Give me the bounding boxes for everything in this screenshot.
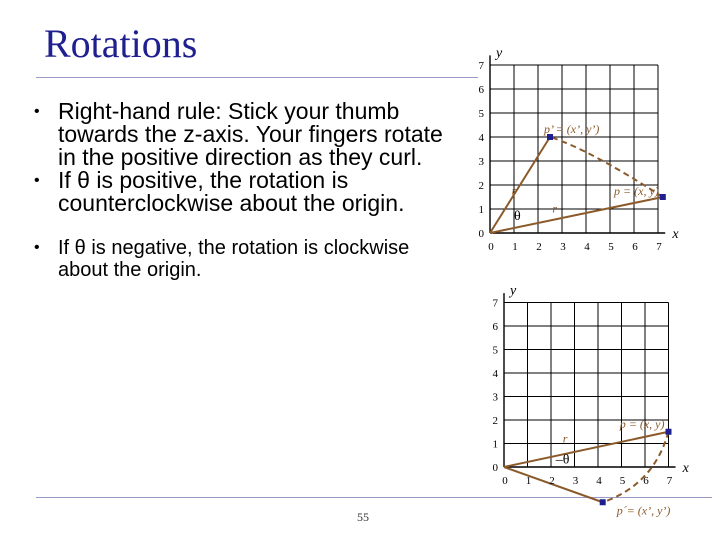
y-tick-label: 0 [478,228,484,240]
x-tick-label: 6 [643,475,649,487]
y-tick-label: 6 [478,84,484,96]
point-p-prime [600,499,606,505]
x-tick-label: 1 [525,475,532,487]
angle-label: –θ [555,452,570,468]
y-tick-label: 5 [492,344,498,357]
x-tick-label: 5 [619,475,626,487]
label-p: p = (x, y) [619,416,665,431]
y-tick-label: 5 [478,108,484,120]
page-number: 55 [357,510,369,524]
label-p-prime: p´= (x’, y’) [616,503,671,518]
y-tick-label: 4 [478,132,484,144]
x-tick-label: 2 [536,241,542,253]
y-tick-label: 6 [492,321,498,333]
bullet-text: If θ is negative, the rotation is clockwise about the origin. [58,237,410,281]
y-tick-label: 2 [478,180,484,192]
x-tick-label: 7 [656,241,662,253]
label-r: r [552,201,558,216]
x-tick-label: 4 [596,475,602,487]
y-tick-label: 3 [492,391,498,404]
x-tick-label: 3 [560,241,566,253]
bullet-text: If θ is positive, the rotation is counterclockwise about the origin. [58,167,405,216]
x-axis-label: x [672,227,679,242]
x-tick-label: 7 [666,475,673,487]
x-tick-label: 0 [488,241,494,253]
y-tick-label: 1 [478,204,484,216]
vector-r [504,432,669,467]
label-p-prime: p’ = (x’, y’) [544,122,600,136]
bullet-icon: • [34,239,40,256]
y-tick-label: 7 [492,297,498,310]
bullet-icon: • [34,103,40,120]
y-tick-label: 7 [478,60,484,72]
label-r: r [562,431,568,446]
label-p: p = (x, y) [614,184,659,198]
y-tick-label: 1 [492,438,498,451]
x-tick-label: 4 [584,241,590,253]
y-tick-label: 3 [478,156,484,168]
angle-label: θ [514,208,521,224]
y-tick-label: 4 [492,368,498,380]
x-tick-label: 1 [512,241,518,253]
bullet-icon: • [34,172,40,189]
x-tick-label: 2 [549,475,555,487]
x-tick-label: 3 [572,475,579,487]
label-r-prime: r [511,183,517,198]
point-p [666,429,672,435]
x-axis-label: x [682,461,689,476]
y-tick-label: 0 [492,462,498,474]
y-tick-label: 2 [492,415,498,427]
x-tick-label: 5 [608,241,614,253]
x-tick-label: 0 [502,475,508,487]
diagram-2 [504,293,676,505]
y-axis-label: y [496,46,503,61]
y-axis-label: y [510,283,517,299]
slide-title: Rotations [44,21,198,66]
bullet-text: Right-hand rule: Stick your thumb towards the z-axis. Your fingers rotate in the positive direction as they curl. [58,98,443,170]
diagram-1 [490,55,666,233]
x-tick-label: 6 [632,241,638,253]
point-p [660,194,666,200]
